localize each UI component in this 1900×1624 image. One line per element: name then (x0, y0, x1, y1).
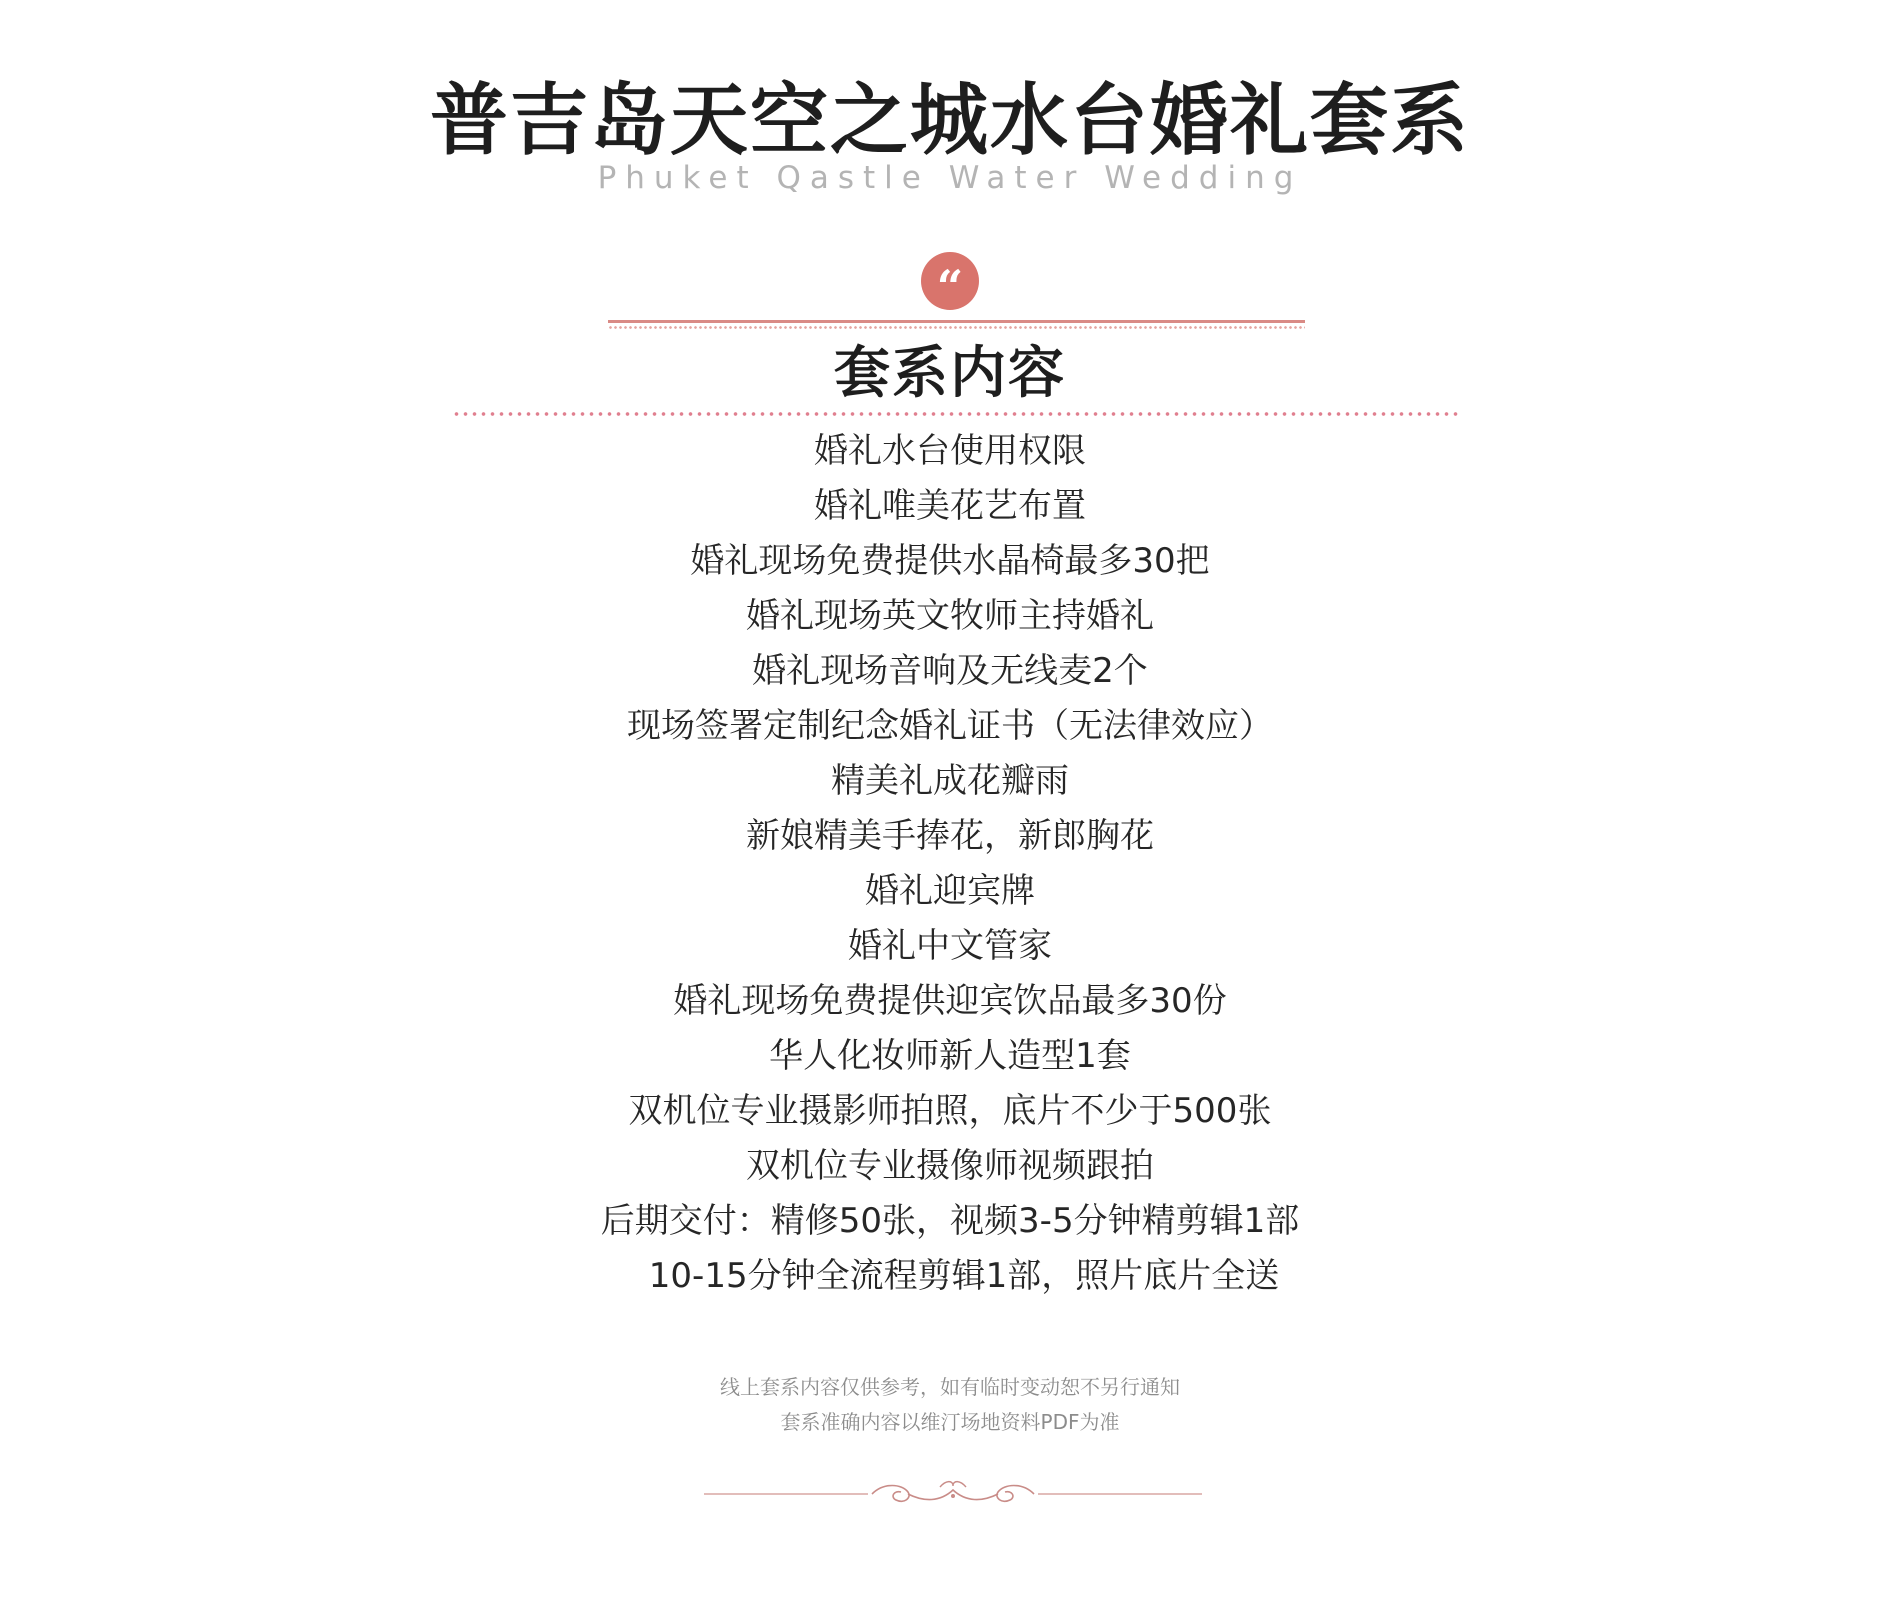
list-item: 双机位专业摄像师视频跟拍 (746, 1146, 1154, 1186)
list-item: 现场签署定制纪念婚礼证书（无法律效应） (627, 706, 1273, 746)
list-item: 双机位专业摄影师拍照，底片不少于500张 (628, 1091, 1272, 1131)
flourish-divider-icon (704, 1472, 1202, 1516)
section-heading: 套系内容 (834, 341, 1066, 406)
section-dotted-divider (452, 412, 1458, 416)
list-item: 婚礼唯美花艺布置 (814, 486, 1086, 526)
heading-top-divider (608, 320, 1305, 330)
disclaimer-note: 线上套系内容仅供参考，如有临时变动恕不另行通知 (720, 1375, 1180, 1399)
page-subtitle: Phuket Qastle Water Wedding (597, 160, 1303, 196)
disclaimer-note: 套系准确内容以维汀场地资料PDF为准 (780, 1410, 1120, 1434)
list-item: 婚礼现场免费提供迎宾饮品最多30份 (673, 981, 1227, 1021)
divider-dotted-line (608, 326, 1305, 329)
page-title: 普吉岛天空之城水台婚礼套系 (429, 76, 1470, 166)
list-item: 精美礼成花瓣雨 (831, 761, 1069, 801)
list-item: 婚礼现场免费提供水晶椅最多30把 (690, 541, 1210, 581)
list-item: 婚礼现场英文牧师主持婚礼 (746, 596, 1154, 636)
list-item: 10-15分钟全流程剪辑1部，照片底片全送 (648, 1256, 1280, 1296)
divider-solid-line (608, 320, 1305, 323)
list-item: 婚礼中文管家 (848, 926, 1052, 966)
list-item: 后期交付：精修50张，视频3-5分钟精剪辑1部 (600, 1201, 1300, 1241)
list-item: 华人化妆师新人造型1套 (769, 1036, 1131, 1076)
list-item: 新娘精美手捧花，新郎胸花 (746, 816, 1154, 856)
package-items-list (0, 424, 1900, 1304)
list-item: 婚礼水台使用权限 (814, 431, 1086, 471)
list-item: 婚礼迎宾牌 (865, 871, 1035, 911)
list-item: 婚礼现场音响及无线麦2个 (752, 651, 1148, 691)
quote-mark-icon: “ (921, 252, 979, 310)
